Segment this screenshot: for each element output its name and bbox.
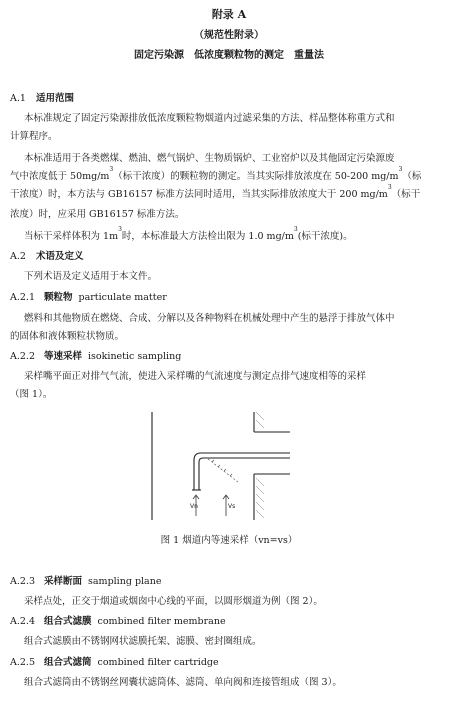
text-run: 时，本标准最大方法检出限为 1.0 mg/m: [121, 231, 294, 242]
section-number: A.2.2: [10, 351, 35, 362]
flow-arrows: [193, 495, 229, 516]
section-a2-heading: [10, 248, 84, 262]
superscript: 3: [398, 166, 403, 173]
a1-paragraph2-line4: 浓度）时，应采用 GB16157 标准方法。: [10, 209, 185, 220]
section-a22-heading: [10, 348, 181, 362]
section-english-title: combined filter cartridge: [97, 657, 219, 668]
wall-hatching: [256, 412, 264, 518]
section-english-title: combined filter membrane: [97, 616, 226, 627]
figure-caption: 图 1 烟道内等速采样（vn=vs）: [160, 535, 298, 546]
a1-paragraph1-line1: 本标准规定了固定污染源排放低浓度颗粒物烟道内过滤采集的方法、样品整体称重方式和: [24, 113, 395, 124]
appendix-subtitle: （规范性附录）: [194, 30, 264, 41]
section-number: A.2.5: [10, 657, 35, 668]
text-run: (标干浓度)。: [297, 231, 353, 242]
text-run: 气中浓度低于 50mg/m: [10, 171, 110, 182]
a24-line1: 组合式滤膜由不锈钢网状滤膜托架、滤膜、密封圈组成。: [24, 636, 262, 647]
text-run: 当标干采样体积为 1m: [24, 231, 119, 242]
section-english-title: isokinetic sampling: [88, 351, 182, 362]
section-a24-heading: [10, 613, 226, 627]
superscript: 3: [109, 166, 114, 173]
probe-scale-marks: [208, 459, 238, 482]
section-title: 组合式滤筒: [44, 657, 92, 668]
appendix-title: 附录 A: [211, 8, 247, 21]
section-a23-heading: [10, 573, 161, 587]
document-heading: 固定污染源 低浓度颗粒物的测定 重量法: [134, 50, 324, 61]
section-a1-heading: [10, 90, 74, 104]
section-number: A.1: [10, 93, 26, 104]
figure-isokinetic-sampling-diagram: [150, 412, 290, 520]
section-number: A.2.1: [10, 292, 35, 303]
section-english-title: particulate matter: [78, 292, 167, 303]
superscript: 3: [118, 226, 122, 233]
section-title: 组合式滤膜: [44, 616, 92, 627]
a1-paragraph2-line3: [10, 186, 450, 200]
a25-line1: 组合式滤筒由不锈钢丝网囊状滤筒体、滤筒、单向阀和连接管组成（图 3）。: [24, 677, 342, 688]
section-title: 等速采样: [44, 351, 83, 362]
section-a21-heading: [10, 289, 167, 303]
section-a25-heading: [10, 654, 219, 668]
text-run: （标干浓度）的颗粒物的测定。当其实际排放浓度在 50-200 mg/m: [113, 171, 399, 182]
section-number: A.2.4: [10, 616, 35, 627]
text-run: （标干: [391, 189, 421, 200]
section-title: 采样断面: [44, 576, 83, 587]
text-run: 干浓度）时，本方法与 GB16157 标准方法同时适用，当其实际排放浓度大于 200 mg/m: [10, 189, 388, 200]
superscript: 3: [387, 184, 392, 191]
section-title: 适用范围: [36, 93, 75, 104]
a21-line2: 的固体和液体颗粒状物质。: [10, 331, 125, 342]
a21-line1: 燃料和其他物质在燃烧、合成、分解以及各种物料在机械处理中产生的悬浮于排放气体中: [24, 313, 395, 324]
a2-intro: 下列术语及定义适用于本文件。: [24, 271, 158, 282]
label-vn: Vn: [190, 503, 198, 510]
section-english-title: sampling plane: [88, 576, 162, 587]
section-title: 颗粒物: [44, 292, 73, 303]
a22-line1: 采样嘴平面正对排气气流，使进入采样嘴的气流速度与测定点排气速度相等的采样: [24, 371, 367, 382]
a1-paragraph3: [24, 228, 458, 242]
a1-paragraph1-line2: 计算程序。: [10, 131, 58, 142]
section-number: A.2.3: [10, 576, 35, 587]
section-number: A.2: [10, 251, 26, 262]
a23-line1: 采样点处，正交于烟道或烟囱中心线的平面，以圆形烟道为例（图 2）。: [24, 596, 323, 607]
a1-paragraph2-line1: 本标准适用于各类燃煤、燃油、燃气锅炉、生物质锅炉、工业窑炉以及其他固定污染源废: [24, 153, 395, 164]
a1-paragraph2-line2: [10, 168, 450, 182]
superscript: 3: [293, 226, 298, 233]
label-vs: Vs: [228, 503, 236, 510]
a22-line2: （图 1）。: [10, 389, 53, 400]
text-run: （标: [402, 171, 422, 182]
section-title: 术语及定义: [36, 251, 84, 262]
